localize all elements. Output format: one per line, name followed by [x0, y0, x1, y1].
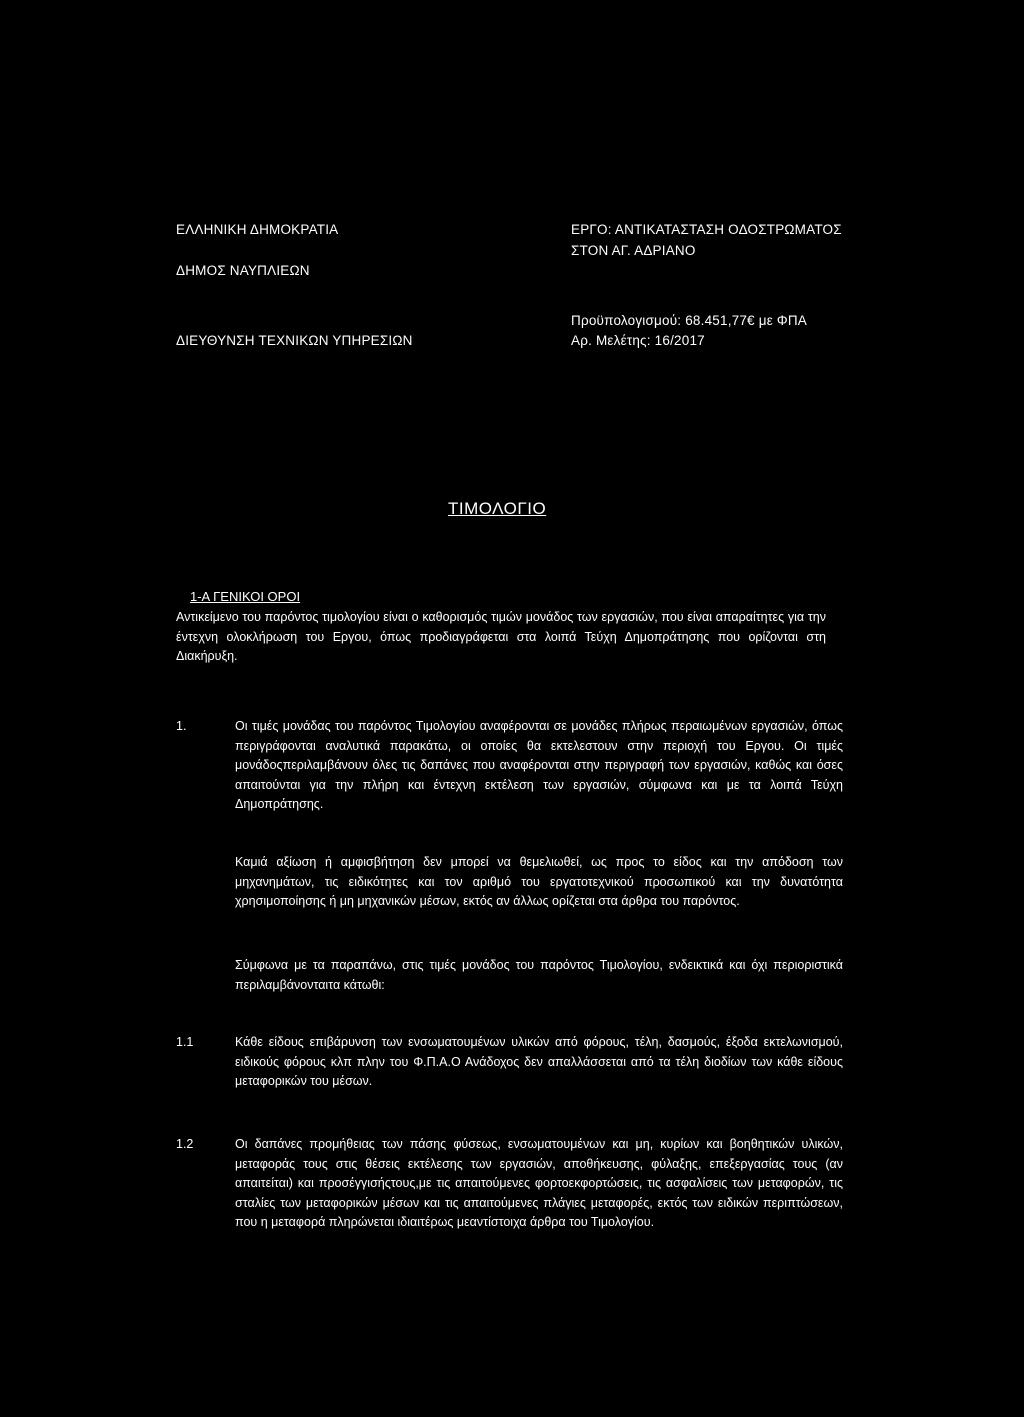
- project-title-line1: ΕΡΓΟ: ΑΝΤΙΚΑΤΑΣΤΑΣΗ ΟΔΟΣΤΡΩΜΑΤΟΣ: [571, 222, 842, 237]
- item-text: Οι δαπάνες προμήθειας των πάσης φύσεως, ενσωματουμένων και μη, κυρίων και βοηθητικών υλικών, μεταφοράς τους στις θέσεις εκτέλεσης των εργασιών, αποθήκευσης, φύλαξης, επεξεργασίας τους (αν απαιτείται) και προσέγγισήςτους,με τις απαιτούμενες φορτοεκφορτώσεις, τις ασφαλίσεις των μεταφορών, τις σταλίες των μεταφορικών μέσων και τις απαιτούμενες πλάγιες μεταφορές, εκτός των ειδικών περιπτώσεων, που η μεταφορά πληρώνεται ιδιαιτέρως μεαντίστοιχα άρθρα του Τιμολογίου.: [235, 1137, 843, 1229]
- item-text: Οι τιμές μονάδας του παρόντος Τιμολογίου αναφέρονται σε μονάδες πλήρως περαιωμένων εργασιών, όπως περιγράφονται αναλυτικά παρακάτω, οι οποίες θα εκτελεστουν στην περιοχή του Εργου. Οι τιμές μονάδοςπεριλαμβάνουν όλες τις δαπάνες που αναφέρονται στην περιγραφή των εργασιών, καθώς και όσες απαιτούνται για την πλήρη και έντεχνη εκτέλεση των εργασιών, σύμφωνα και με τα λοιπά Τεύχη Δημοπράτησης.: [235, 719, 843, 811]
- republic-label: ΕΛΛΗΝΙΚΗ ΔΗΜΟΚΡΑΤΙΑ: [176, 222, 339, 237]
- department-label: ΔΙΕΥΘΥΝΣΗ ΤΕΧΝΙΚΩΝ ΥΠΗΡΕΣΙΩΝ: [176, 333, 413, 348]
- page-title: ΤΙΜΟΛΟΓΙΟ: [448, 499, 547, 518]
- municipality-label: ΔΗΜΟΣ ΝΑΥΠΛΙΕΩΝ: [176, 263, 310, 278]
- section-intro: Αντικείμενο του παρόντος τιμολογίου είναι ο καθορισμός τιμών μονάδος των εργασιών, που είναι απαραίτητες για την έντεχνη ολοκλήρωση του Εργου, όπως προδιαγράφεται στα λοιπά Τεύχη Δημοπράτησης που ορίζονται στη Διακήρυξη.: [176, 610, 826, 663]
- section-heading: 1-Α ΓΕΝΙΚΟΙ ΟΡΟΙ: [190, 589, 301, 604]
- item-number: 1.1: [176, 1035, 194, 1049]
- paragraph-includes: Σύμφωνα με τα παραπάνω, στις τιμές μονάδος του παρόντος Τιμολογίου, ενδεικτικά και όχι περιοριστικά περιλαμβάνονταιτα κάτωθι:: [235, 958, 843, 992]
- item-number: 1.: [176, 719, 187, 733]
- item-number: 1.2: [176, 1137, 194, 1151]
- item-text: Κάθε είδους επιβάρυνση των ενσωματουμένων υλικών από φόρους, τέλη, δασμούς, έξοδα εκτελωνισμού, ειδικούς φόρους κλπ πλην του Φ.Π.Α.Ο Ανάδοχος δεν απαλλάσσεται από τα τέλη διοδίων των κάθε είδους μεταφορικών του μέσων.: [235, 1035, 843, 1088]
- budget-label: Προϋπολογισμού: 68.451,77€ με ΦΠΑ: [571, 313, 807, 328]
- study-number-label: Αρ. Μελέτης: 16/2017: [571, 333, 705, 348]
- project-title-line2: ΣΤΟΝ ΑΓ. ΑΔΡΙΑΝΟ: [571, 243, 696, 258]
- paragraph-no-claim: Καμιά αξίωση ή αμφισβήτηση δεν μπορεί να θεμελιωθεί, ως προς το είδος και την απόδοση των μηχανημάτων, τις ειδικότητες και τον αριθμό του εργατοτεχνικού προσωπικού και την δυνατότητα χρησιμοποίησης ή μη μηχανικών μέσων, εκτός αν άλλως ορίζεται στα άρθρα του παρόντος.: [235, 855, 843, 908]
